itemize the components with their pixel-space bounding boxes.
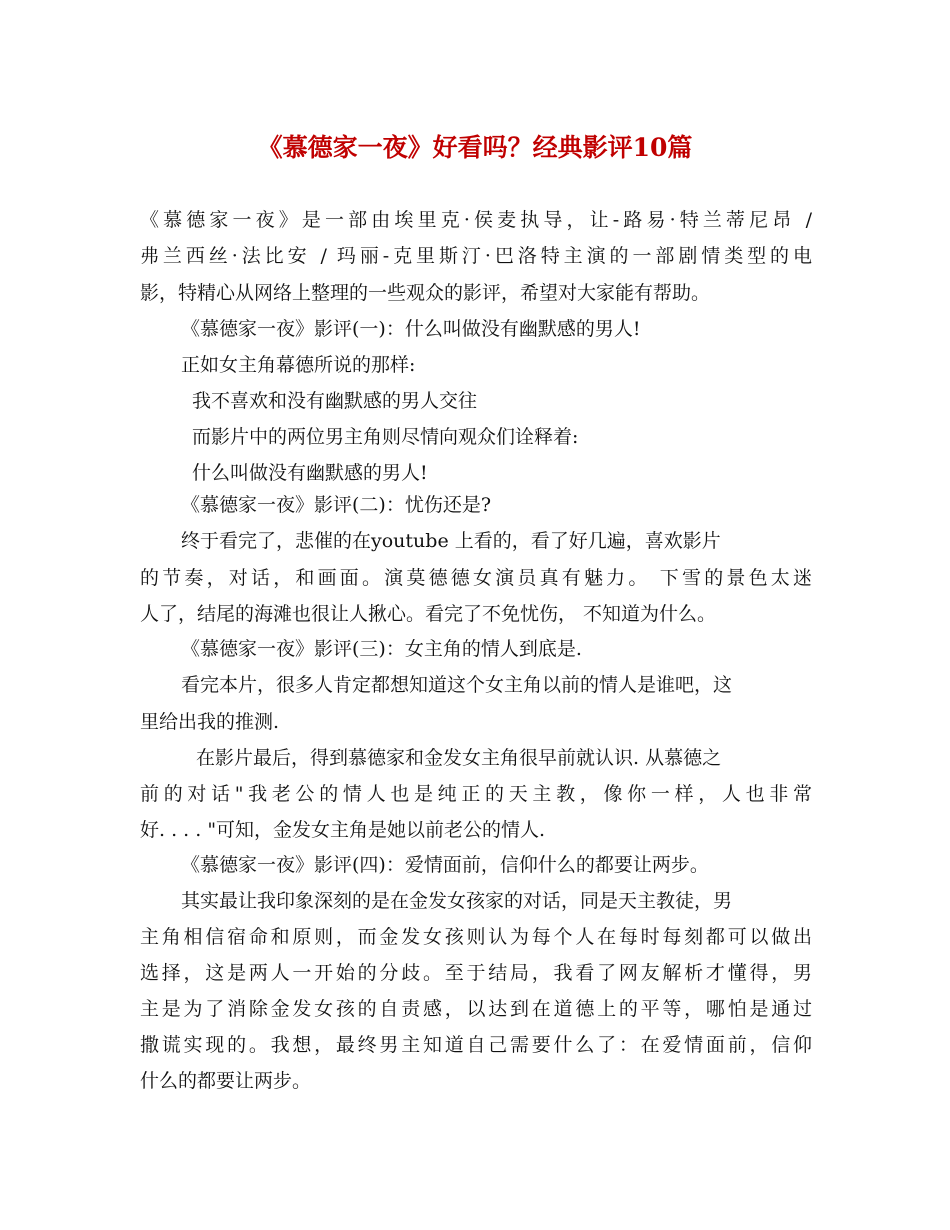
paragraph-line: 我不喜欢和没有幽默感的男人交往: [192, 390, 478, 412]
paragraph-line: 看完本片，很多人肯定都想知道这个女主角以前的情人是谁吧，这: [181, 674, 733, 696]
paragraph-line: 前的对话"我老公的情人也是纯正的天主教，像你一样，人也非常: [140, 783, 812, 805]
paragraph-line: 其实最让我印象深刻的是在金发女孩家的对话，同是天主教徒，男: [181, 890, 733, 912]
paragraph-line: 人了，结尾的海滩也很让人揪心。看完了不免忧伤， 不知道为什么。: [140, 603, 717, 625]
paragraph-line: 影，特精心从网络上整理的一些观众的影评，希望对大家能有帮助。: [140, 282, 711, 304]
review-heading: 《慕德家一夜》影评(一)：什么叫做没有幽默感的男人!: [181, 318, 641, 340]
paragraph-line: 弗兰西丝·法比安 / 玛丽-克里斯汀·巴洛特主演的一部剧情类型的电: [140, 245, 812, 267]
paragraph-line: 什么叫做没有幽默感的男人!: [192, 462, 428, 484]
review-heading: 《慕德家一夜》影评(四)：爱情面前，信仰什么的都要让两步。: [181, 854, 709, 876]
review-heading: 《慕德家一夜》影评(二)：忧伤还是?: [181, 494, 492, 516]
paragraph-line: 在影片最后，得到慕德家和金发女主角很早前就认识. 从慕德之: [196, 747, 722, 769]
paragraph-line: 什么的都要让两步。: [140, 1070, 312, 1092]
paragraph-line: 终于看完了，悲催的在youtube 上看的，看了好几遍，喜欢影片: [181, 530, 721, 552]
paragraph-line: 的节奏，对话，和画面。演莫德德女演员真有魅力。 下雪的景色太迷: [140, 567, 812, 589]
paragraph-line: 撒谎实现的。我想，最终男主知道自己需要什么了：在爱情面前，信仰: [140, 1034, 812, 1056]
paragraph-line: 《慕德家一夜》是一部由埃里克·侯麦执导，让-路易·特兰蒂尼昂 /: [140, 209, 812, 231]
paragraph-line: 里给出我的推测.: [140, 711, 280, 733]
paragraph-line: 而影片中的两位男主角则尽情向观众们诠释着:: [192, 426, 579, 448]
paragraph-line: 好. . . . "可知，金发女主角是她以前老公的情人.: [140, 819, 546, 841]
paragraph-line: 选择，这是两人一开始的分歧。至于结局，我看了网友解析才懂得，男: [140, 962, 812, 984]
paragraph-line: 正如女主角幕德所说的那样:: [181, 354, 416, 376]
document-title: 《慕德家一夜》好看吗？经典影评10篇: [257, 133, 693, 162]
paragraph-line: 主是为了消除金发女孩的自责感，以达到在道德上的平等，哪怕是通过: [140, 998, 812, 1020]
review-heading: 《慕德家一夜》影评(三)：女主角的情人到底是.: [181, 638, 582, 660]
paragraph-line: 主角相信宿命和原则，而金发女孩则认为每个人在每时每刻都可以做出: [140, 926, 812, 948]
